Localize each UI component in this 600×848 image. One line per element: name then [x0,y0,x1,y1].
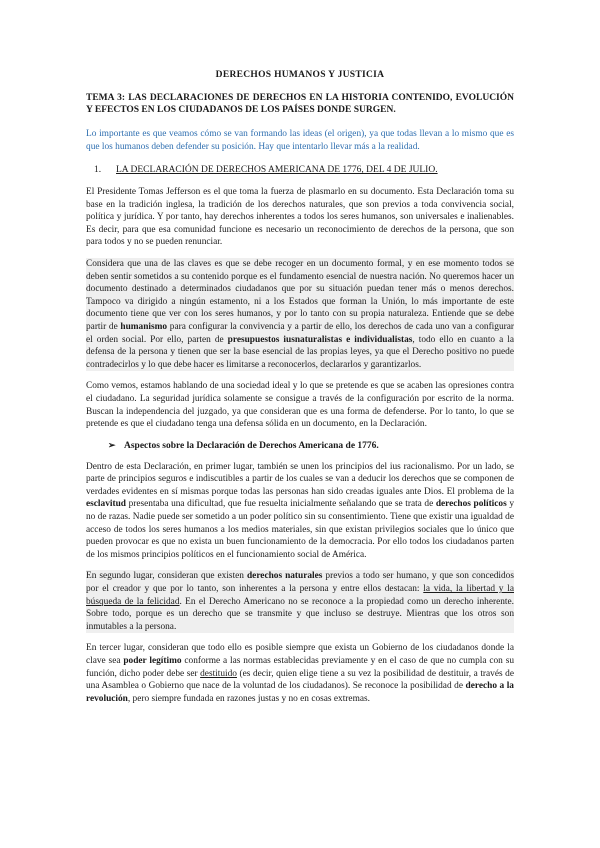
text-span: conforme a las normas establecidas previamente y en el caso de que no cumpla con su función, dicho poder debe ser [86,656,515,679]
topic-heading: TEMA 3: LAS DECLARACIONES DE DERECHOS EN LA HISTORIA CONTENIDO, EVOLUCIÓN Y EFECTOS EN LOS CIUDADANOS DE LOS PAÍSES DONDE SURGEN. [86,93,514,115]
text-span: y no de razas. Nadie puede ser sometido a un poder político sin su consentimiento. Tiene que existir una igualdad de acceso de todos los seres humanos a los medios materiales, sin que existan privilegios sociales que lo único que pueden provocar es que no exista un buen funcionamiento de la democracia. Por ello todos los ciudadanos parten de los mismos principios políticos en el funcionamiento social de América. [86,499,515,560]
underlined-term: destituido [200,668,237,679]
paragraph-tercer-lugar [86,642,514,705]
bold-term: humanismo [120,321,168,332]
bullet-heading-text: Aspectos sobre la Declaración de Derechos Americana de 1776. [124,440,379,451]
bold-term: derechos políticos [435,499,507,510]
bold-term: derechos naturales [246,571,323,582]
text-span: previos a todo ser humano, y que son concedidos por el creador y que por lo tanto, son inherentes a la persona y entre ellos destacan: [86,571,514,595]
bold-term: presupuestos iusnaturalistas e individualistas [227,334,413,345]
paragraph-segundo-lugar [86,570,514,633]
paragraph-sociedad-ideal: Como vemos, estamos hablando de una sociedad ideal y lo que se pretende es que se acaben las opresiones contra el ciudadano. La seguridad jurídica solamente se consigue a través de la configuración por escrito de la norma. Buscan la independencia del juzgado, ya que consideran que es una forma de defenderse. Por lo tanto, lo que se pretende es que el ciudadano tenga una defensa sólida en un documento, en la Declaración. [86,381,514,430]
paragraph-primer-lugar [86,461,514,562]
bold-term: derecho a la revolución [86,681,514,704]
intro-note: Lo importante es que veamos cómo se van formando las ideas (el origen), ya que todas llevan a lo mismo que es que los humanos deben defender su posición. Hay que intentarlo llevar más a la realidad. [86,129,514,152]
section-number: 1. [94,165,102,175]
underlined-term: la vida, la libertad y la búsqueda de la felicidad [86,584,514,607]
text-span: Dentro de esta Declaración, en primer lugar, también se unen los principios del ius racionalismo. Por un lado, se parte de principios seguros e indiscutibles a partir de los cuales se van a deducir los derechos que se componen de verdades evidentes en sí mismas porque todas las personas han sido creadas iguales ante Dios. El problema de la [86,461,514,497]
section-heading [86,165,514,175]
text-span: . En el Derecho Americano no se reconoce a la propiedad como un derecho inherente. Sobre todo, porque es un derecho que se transmite y que incluso se destruye. Mientras que los otros son inmutables a la persona. [86,596,514,632]
bold-term: esclavitud [86,499,126,510]
paragraph-jefferson: El Presidente Tomas Jefferson es el que toma la fuerza de plasmarlo en su documento. Esta Declaración toma su base en la tradición inglesa, la tradición de los derechos naturales, que son previos a toda convivencia social, política y jurídica. Y por tanto, hay derechos inherentes a todos los seres humanos, son universales e inalienables. Es decir, para que esa comunidad funcione es necesario un reconocimiento de derechos de la persona, que son para todos y no se pueden renunciar. [86,187,514,248]
document-title: DERECHOS HUMANOS Y JUSTICIA [215,70,385,80]
paragraph-document-formal [86,258,514,371]
bullet-heading [86,440,514,451]
text-span: (es decir, quien elige tiene a su vez la posibilidad de destituir, a través de una Asamblea o Gobierno que nace de la voluntad de los ciudadanos). Se reconoce la posibilidad de [86,668,514,692]
text-span: En segundo lugar, consideran que existen [86,571,247,582]
arrow-bullet-icon: ➢ [108,439,116,450]
section-title: LA DECLARACIÓN DE DERECHOS AMERICANA DE 1776, DEL 4 DE JULIO. [116,165,438,175]
text-span: Considera que una de las claves es que se debe recoger en un documento formal, y en ese momento todos se deben sentir sometidos a su contenido porque es el fundamento esencial de nuestra nación. No queremos hacer un documento destinado a determinados ciudadanos que por su situación puedan tener más o menos derechos. Tampoco va dirigido a ningún estamento, ni a los Estados que forman la Unión, lo más importante de este documento tiene que ver con los seres humanos, y por lo tanto con su propia naturaleza. Entiende que se debe partir de [86,258,514,332]
text-span: , todo ello en cuanto a la defensa de la persona y tienen que ser la base esencial de las propias leyes, ya que el Derecho positivo no puede contradecirlos y lo que debe hacer es limitarse a reconocerlos, declararlos y garantizarlos. [86,334,514,370]
text-span: para configurar la convivencia y a partir de ello, los derechos de cada uno van a configurar el orden social. Por ello, parten de [86,321,514,345]
text-span: presentaba una dificultad, que fue resuelta inicialmente señalando que se trata de [125,499,436,510]
bold-term: poder legítimo [123,656,182,666]
text-span: En tercer lugar, consideran que todo ello es posible siempre que exista un Gobierno de los ciudadanos donde la clave sea [86,643,514,666]
text-span: , pero siempre fundada en razones justas y no en cosas extremas. [127,693,370,704]
